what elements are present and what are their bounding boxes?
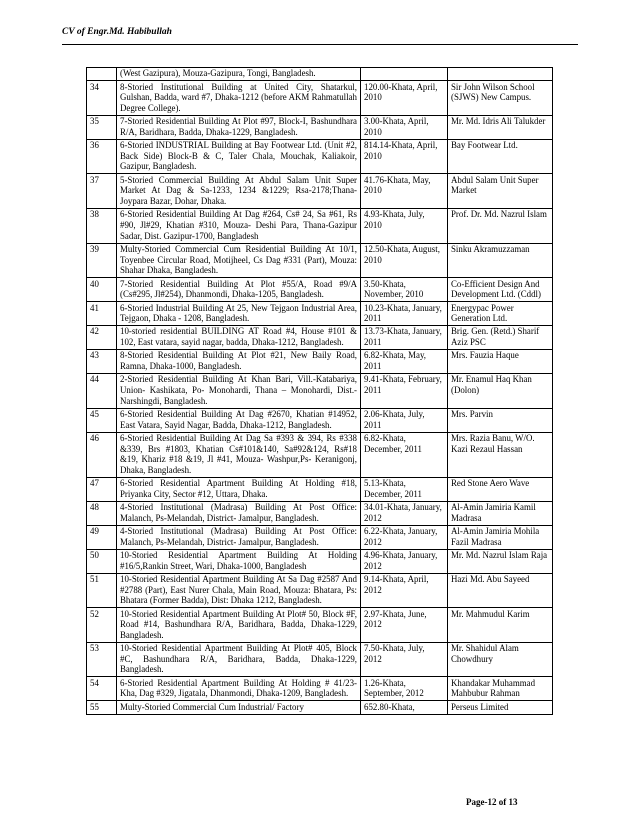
project-description-cell: 8-Storied Residential Building At Plot #21, New Baily Road, Ramna, Dhaka-1000, Bangladesh. — [117, 350, 361, 374]
project-description-cell: 8-Storied Institutional Building at United City, Shatarkul, Gulshan, Badda, ward #7, Dhaka-1212 (before AKM Rahmatullah Degree College). — [117, 81, 361, 116]
area-date-cell: 6.82-Khata, December, 2011 — [361, 432, 448, 477]
page-header-title: CV of Engr.Md. Habibullah — [62, 27, 172, 37]
project-description-cell: 5-Storied Commercial Building At Abdul Salam Unit Super Market At Dag & Sa-1233, 1234 &1229; Rsa-2178;Thana-Joypara Bazar, Dohar, Dhaka. — [117, 174, 361, 209]
table-row — [87, 573, 553, 608]
serial-number-cell: 38 — [87, 209, 117, 244]
client-cell: Mr. Shahidul Alam Chowdhury — [448, 642, 553, 677]
project-description-cell: 7-Storied Residential Building At Plot #97, Block-I, Bashundhara R/A, Baridhara, Badda, Dhaka-1229, Bangladesh. — [117, 115, 361, 139]
area-date-cell: 13.73-Khata, January, 2011 — [361, 326, 448, 350]
serial-number-cell: 43 — [87, 350, 117, 374]
area-date-cell — [361, 68, 448, 81]
area-date-cell: 9.41-Khata, February, 2011 — [361, 374, 448, 409]
serial-number-cell: 40 — [87, 278, 117, 302]
client-cell: Mrs. Parvin — [448, 408, 553, 432]
area-date-cell: 12.50-Khata, August, 2010 — [361, 243, 448, 278]
area-date-cell: 41.76-Khata, May, 2010 — [361, 174, 448, 209]
project-description-cell: 10-Storied Residential Apartment Building At Plot# 405, Block #C, Bashundhara R/A, Baridhara, Badda, Dhaka-1229, Bangladesh. — [117, 642, 361, 677]
client-cell: Sir John Wilson School (SJWS) New Campus. — [448, 81, 553, 116]
header-rule — [62, 44, 578, 45]
client-cell: Abdul Salam Unit Super Market — [448, 174, 553, 209]
serial-number-cell: 37 — [87, 174, 117, 209]
client-cell: Mr. Md. Nazrul Islam Raja — [448, 549, 553, 573]
client-cell: Energypac Power Generation Ltd. — [448, 302, 553, 326]
serial-number-cell: 46 — [87, 432, 117, 477]
page-number: Page-12 of 13 — [466, 797, 518, 807]
client-cell: Perseus Limited — [448, 701, 553, 714]
client-cell: Mrs. Razia Banu, W/O. Kazi Rezaul Hassan — [448, 432, 553, 477]
client-cell: Co-Efficient Design And Development Ltd. (Cddl) — [448, 278, 553, 302]
table-row — [87, 408, 553, 432]
project-description-cell: 10-Storied Residential Apartment Building At Holding #16/5,Rankin Street, Wari, Dhaka-1000, Bangladesh — [117, 549, 361, 573]
table-row — [87, 139, 553, 174]
table-row — [87, 243, 553, 278]
project-description-cell: 7-Storied Residential Building At Plot #55/A, Road #9/A (Cs#295, Jl#254), Dhanmondi, Dhaka-1205, Bangladesh. — [117, 278, 361, 302]
table-row — [87, 302, 553, 326]
table-row — [87, 677, 553, 701]
project-description-cell: 10-Storied Residential Apartment Building At Plot# 50, Block #F, Road #14, Bashundhara R/A, Baridhara, Badda, Dhaka-1229, Bangladesh. — [117, 608, 361, 643]
area-date-cell: 10.23-Khata, January, 2011 — [361, 302, 448, 326]
projects-table — [86, 67, 553, 715]
area-date-cell: 34.01-Khata, January, 2012 — [361, 501, 448, 525]
area-date-cell: 4.93-Khata, July, 2010 — [361, 209, 448, 244]
table-row — [87, 374, 553, 409]
table-row — [87, 326, 553, 350]
client-cell: Al-Amin Jamiria Kamil Madrasa — [448, 501, 553, 525]
serial-number-cell: 42 — [87, 326, 117, 350]
client-cell: Bay Footwear Ltd. — [448, 139, 553, 174]
client-cell — [448, 68, 553, 81]
project-description-cell: 6-Storied Residential Apartment Building At Holding #18, Priyanka City, Sector #12, Uttara, Dhaka. — [117, 477, 361, 501]
serial-number-cell: 52 — [87, 608, 117, 643]
area-date-cell: 6.82-Khata, May, 2011 — [361, 350, 448, 374]
area-date-cell: 5.13-Khata, December, 2011 — [361, 477, 448, 501]
area-date-cell: 7.50-Khata, July, 2012 — [361, 642, 448, 677]
serial-number-cell: 51 — [87, 573, 117, 608]
serial-number-cell — [87, 68, 117, 81]
project-description-cell: (West Gazipura), Mouza-Gazipura, Tongi, Bangladesh. — [117, 68, 361, 81]
project-description-cell: 2-Storied Residential Building At Khan Bari, Vill.-Katabariya, Union- Kashikata, Po- Monohardi, Thana – Monohardi, Dist.-Narshingdi, Bangladesh. — [117, 374, 361, 409]
project-description-cell: 4-Storied Institutional (Madrasa) Building At Post Office: Malanch, Ps-Melandah, District- Jamalpur, Bangladesh. — [117, 525, 361, 549]
client-cell: Mrs. Fauzia Haque — [448, 350, 553, 374]
serial-number-cell: 54 — [87, 677, 117, 701]
area-date-cell: 3.00-Khata, April, 2010 — [361, 115, 448, 139]
table-row — [87, 68, 553, 81]
area-date-cell: 120.00-Khata, April, 2010 — [361, 81, 448, 116]
serial-number-cell: 53 — [87, 642, 117, 677]
table-row — [87, 278, 553, 302]
serial-number-cell: 47 — [87, 477, 117, 501]
table-row — [87, 432, 553, 477]
client-cell: Sinku Akramuzzaman — [448, 243, 553, 278]
serial-number-cell: 49 — [87, 525, 117, 549]
table-row — [87, 174, 553, 209]
project-description-cell: 10-storied residential BUILDING AT Road #4, House #101 & 102, East vatara, sayid nagar, badda, Dhaka-1212, Bangladesh. — [117, 326, 361, 350]
table-row — [87, 477, 553, 501]
client-cell: Red Stone Aero Wave — [448, 477, 553, 501]
serial-number-cell: 45 — [87, 408, 117, 432]
table-row — [87, 501, 553, 525]
table-row — [87, 525, 553, 549]
table-row — [87, 350, 553, 374]
area-date-cell: 9.14-Khata, April, 2012 — [361, 573, 448, 608]
table-row — [87, 209, 553, 244]
client-cell: Prof. Dr. Md. Nazrul Islam — [448, 209, 553, 244]
area-date-cell: 1.26-Khata, September, 2012 — [361, 677, 448, 701]
project-description-cell: 10-Storied Residential Apartment Building At Sa Dag #2587 And #2788 (Part), East Nurer Chala, Main Road, Mouza: Bhatara, Ps: Bhatara (Former Badda), Dist: Dhaka 1212, Bangladesh. — [117, 573, 361, 608]
client-cell: Al-Amin Jamiria Mohila Fazil Madrasa — [448, 525, 553, 549]
serial-number-cell: 35 — [87, 115, 117, 139]
projects-table-body — [87, 68, 553, 715]
table-row — [87, 549, 553, 573]
project-description-cell: 4-Storied Institutional (Madrasa) Building At Post Office: Malanch, Ps-Melandah, District- Jamalpur, Bangladesh. — [117, 501, 361, 525]
project-description-cell: 6-Storied INDUSTRIAL Building at Bay Footwear Ltd. (Unit #2, Back Side) Block-B & C, Taler Chala, Mouchak, Kaliakoir, Gazipur, Bangladesh. — [117, 139, 361, 174]
client-cell: Mr. Md. Idris Ali Talukder — [448, 115, 553, 139]
table-row — [87, 642, 553, 677]
table-row — [87, 115, 553, 139]
serial-number-cell: 36 — [87, 139, 117, 174]
area-date-cell: 814.14-Khata, April, 2010 — [361, 139, 448, 174]
serial-number-cell: 48 — [87, 501, 117, 525]
area-date-cell: 3.50-Khata, November, 2010 — [361, 278, 448, 302]
project-description-cell: 6-Storied Residential Building At Dag #264, Cs# 24, Sa #61, Rs #90, Jl#29, Khatian #310, Mouza- Deshi Para, Thana-Gazipur Sadar, Dist. Gazipur-1700, Bangladesh — [117, 209, 361, 244]
area-date-cell: 2.06-Khata, July, 2011 — [361, 408, 448, 432]
serial-number-cell: 41 — [87, 302, 117, 326]
client-cell: Mr. Enamul Haq Khan (Dolon) — [448, 374, 553, 409]
project-description-cell: 6-Storied Residential Building At Dag #2670, Khatian #14952, East Vatara, Sayid Nagar, Badda, Dhaka-1212, Bangladesh. — [117, 408, 361, 432]
area-date-cell: 6.22-Khata, January, 2012 — [361, 525, 448, 549]
project-description-cell: 6-Storied Residential Apartment Building At Holding # 41/23-Kha, Dag #329, Jigatala, Dhanmondi, Dhaka-1209, Bangladesh. — [117, 677, 361, 701]
area-date-cell: 652.80-Khata, — [361, 701, 448, 714]
client-cell: Mr. Mahmudul Karim — [448, 608, 553, 643]
client-cell: Brig. Gen. (Retd.) Sharif Aziz PSC — [448, 326, 553, 350]
client-cell: Hazi Md. Abu Sayeed — [448, 573, 553, 608]
serial-number-cell: 50 — [87, 549, 117, 573]
project-description-cell: 6-Storied Residential Building At Dag Sa #393 & 394, Rs #338 &339, Brs #1803, Khatian Cs#101&140, Sa#92&124, Rs#18 &19, Khariz #18 &19, Jl #41, Mouza- Washpur,Ps- Keranigonj, Dhaka, Bangladesh. — [117, 432, 361, 477]
serial-number-cell: 34 — [87, 81, 117, 116]
table-row — [87, 701, 553, 714]
project-description-cell: Multy-Storied Commercial Cum Residential Building At 10/1, Toyenbee Circular Road, Motijheel, Cs Dag #331 (Part), Mouza: Shahar Dhaka, Bangladesh. — [117, 243, 361, 278]
area-date-cell: 4.96-Khata, January, 2012 — [361, 549, 448, 573]
serial-number-cell: 44 — [87, 374, 117, 409]
table-row — [87, 608, 553, 643]
area-date-cell: 2.97-Khata, June, 2012 — [361, 608, 448, 643]
serial-number-cell: 39 — [87, 243, 117, 278]
table-row — [87, 81, 553, 116]
client-cell: Khandakar Muhammad Mahbubur Rahman — [448, 677, 553, 701]
project-description-cell: 6-Storied Industrial Building At 25, New Tejgaon Industrial Area, Tejgaon, Dhaka - 1208, Bangladesh. — [117, 302, 361, 326]
serial-number-cell: 55 — [87, 701, 117, 714]
project-description-cell: Multy-Storied Commercial Cum Industrial/ Factory — [117, 701, 361, 714]
